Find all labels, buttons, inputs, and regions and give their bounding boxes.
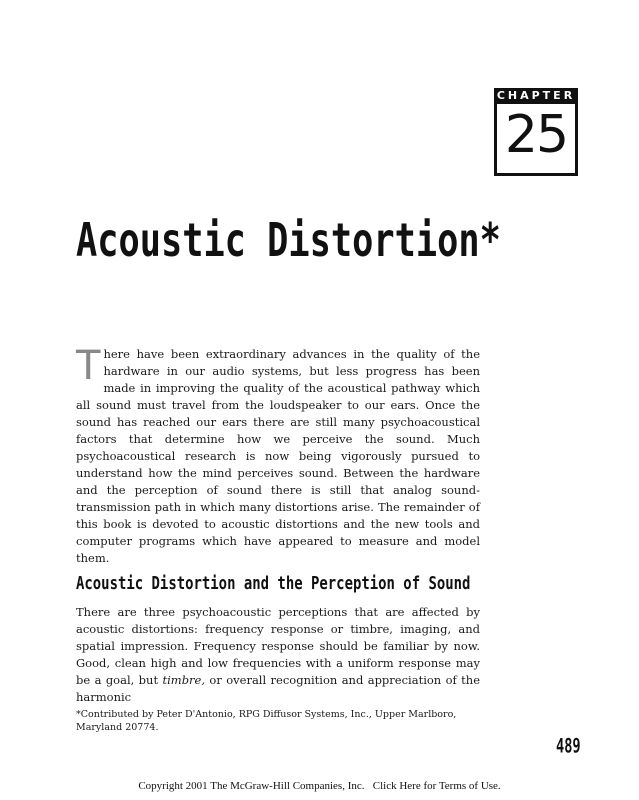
chapter-badge	[494, 88, 578, 176]
chapter-number: 25	[504, 105, 568, 165]
footnote: *Contributed by Peter D'Antonio, RPG Diffusor Systems, Inc., Upper Marlboro, Maryland 20774.	[76, 709, 457, 733]
section-text-before: There are three psychoacoustic perceptions that are affected by acoustic distortions: frequency response or timbre, imaging, and spatial impression. Frequency response should be familiar by now. Good, clean high and low frequencies with a uniform response may be a goal, but	[76, 605, 480, 687]
drop-cap: T	[76, 343, 101, 389]
terms-of-use-link[interactable]: Click Here for Terms of Use.	[372, 780, 501, 792]
section-text-after: or overall recognition and appreciation of the harmonic	[76, 673, 481, 704]
chapter-title: Acoustic Distortion*	[76, 213, 501, 267]
copyright-text: Copyright 2001 The McGraw-Hill Companies, Inc.	[138, 780, 365, 792]
section-paragraph	[76, 604, 480, 706]
intro-paragraph	[76, 343, 480, 567]
page-number: 489	[556, 735, 581, 759]
copyright-footer	[0, 778, 639, 794]
chapter-label: CHAPTER	[494, 88, 578, 104]
intro-text: here have been extraordinary advances in the quality of the hardware in our audio systems, but less progress has been made in improving the quality of the acoustical pathway which all sound must travel from the loudspeaker to our ears. Once the sound has reached our ears there are still many psychoacoustical factors that determine how we perceive the sound. Much psychoacoustical research is now being vigorously pursued to understand how the mind perceives sound. Between the hardware and the perception of sound there is still that analog sound-transmission path in which many distortions arise. The remainder of this book is devoted to acoustic distortions and the new tools and computer programs which have appeared to measure and model them.	[76, 347, 480, 565]
section-heading: Acoustic Distortion and the Perception of Sound	[76, 573, 471, 595]
section-emphasis: timbre,	[162, 673, 206, 687]
